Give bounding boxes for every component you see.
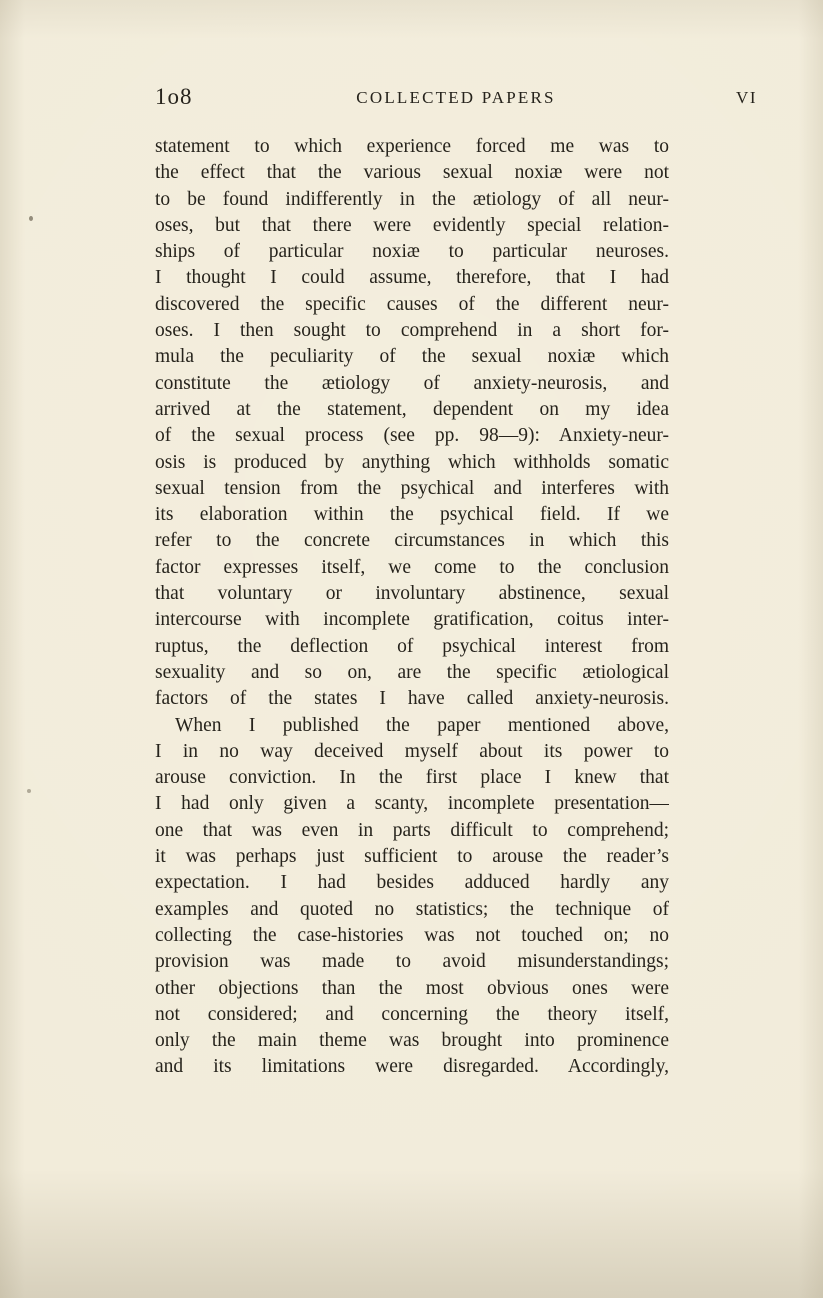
text-line: mula the peculiarity of the sexual noxiæ which	[155, 346, 669, 368]
page-header	[155, 82, 757, 110]
text-line: osis is produced by anything which withholds somatic	[155, 451, 669, 473]
text-line: statement to which experience forced me was to	[155, 136, 669, 157]
text-line: I thought I could assume, therefore, that I had	[155, 267, 669, 289]
section-number: VI	[736, 88, 757, 107]
text-line: I had only given a scanty, incomplete presentation—	[155, 793, 669, 815]
text-line: sexual tension from the psychical and interferes with	[155, 477, 669, 499]
text-line: ruptus, the deflection of psychical interest from	[155, 635, 669, 657]
paragraph	[155, 134, 669, 713]
scan-speck	[29, 216, 33, 221]
text-line: ships of particular noxiæ to particular neuroses.	[155, 241, 669, 263]
text-line: expectation. I had besides adduced hardly any	[155, 872, 669, 894]
running-title: COLLECTED PAPERS	[356, 88, 556, 107]
text-line: oses. I then sought to comprehend in a short for-	[155, 320, 669, 342]
scan-speck	[27, 789, 31, 793]
text-line: intercourse with incomplete gratification, coitus inter-	[155, 609, 669, 631]
text-line: provision was made to avoid misunderstandings;	[155, 951, 669, 973]
text-line: factor expresses itself, we come to the conclusion	[155, 556, 669, 578]
text-line: the effect that the various sexual noxiæ were not	[155, 162, 669, 184]
text-line: examples and quoted no statistics; the technique of	[155, 898, 669, 920]
text-line: constitute the ætiology of anxiety-neurosis, and	[155, 372, 669, 394]
text-line: collecting the case-histories was not touched on; no	[155, 924, 669, 946]
text-line: that voluntary or involuntary abstinence, sexual	[155, 583, 669, 605]
text-line: it was perhaps just sufficient to arouse the reader’s	[155, 846, 669, 868]
text-line: I in no way deceived myself about its power to	[155, 740, 669, 762]
paragraph	[155, 713, 669, 1081]
text-line: refer to the concrete circumstances in which this	[155, 530, 669, 552]
page-number: 1o8	[155, 84, 193, 109]
text-line: to be found indifferently in the ætiology of all neur-	[155, 188, 669, 210]
text-line: its elaboration within the psychical field. If we	[155, 504, 669, 526]
text-line: of the sexual process (see pp. 98—9): Anxiety-neur-	[155, 425, 669, 447]
text-line: oses, but that there were evidently special relation-	[155, 214, 669, 236]
text-line: arrived at the statement, dependent on my idea	[155, 398, 669, 420]
text-line: arouse conviction. In the first place I knew that	[155, 767, 669, 789]
text-line: and its limitations were disregarded. Accordingly,	[155, 1056, 669, 1078]
text-line: When I published the paper mentioned above,	[175, 714, 669, 736]
text-block	[155, 134, 669, 1081]
text-line: sexuality and so on, are the specific ætiological	[155, 661, 669, 683]
text-line: only the main theme was brought into prominence	[155, 1030, 669, 1052]
text-line: not considered; and concerning the theory itself,	[155, 1003, 669, 1025]
text-line: factors of the states I have called anxiety-neurosis.	[155, 688, 669, 710]
text-line: other objections than the most obvious ones were	[155, 977, 669, 999]
text-line: one that was even in parts difficult to comprehend;	[155, 819, 669, 841]
text-line: discovered the specific causes of the different neur-	[155, 293, 669, 315]
